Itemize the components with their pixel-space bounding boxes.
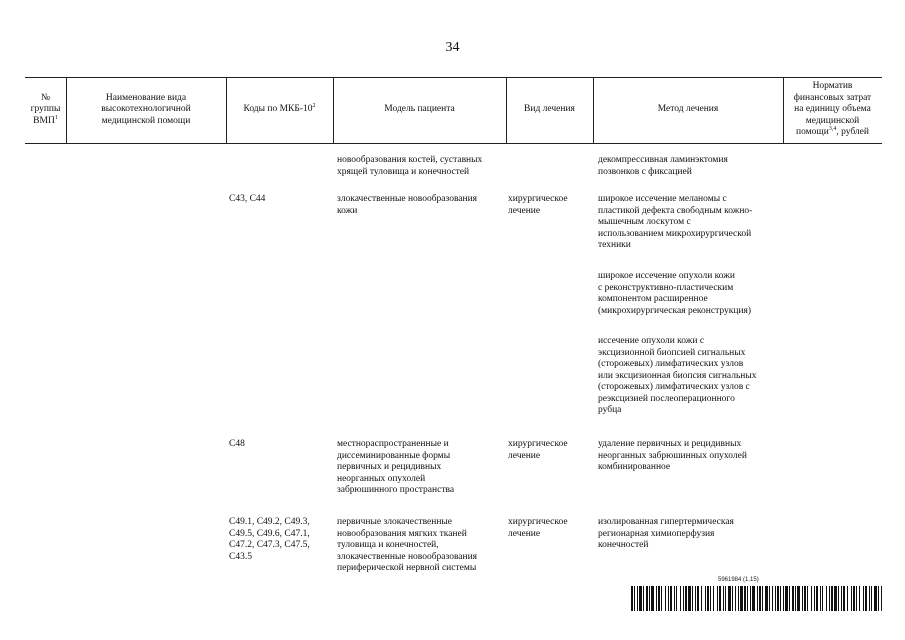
- header-treatment-method: Метод лечения: [657, 104, 719, 115]
- header-cost-norm: Норматив финансовых затрат на единицу объема медицинской помощи$^{3,4}$, рублей: [793, 81, 872, 138]
- header-treatment-type: Вид лечения: [524, 104, 575, 115]
- table-cell-icd-codes: С48: [229, 439, 245, 449]
- header-group-number: № группы ВМП$^1$: [30, 92, 61, 126]
- barcode-id: 5961984 (1.15): [718, 577, 759, 583]
- barcode-icon: [631, 586, 884, 611]
- table-cell-method: широкое иссечение опухоли кожи с реконструктивно-пластическим компонентом расширенное (микрохирургическая реконструкция): [598, 271, 752, 316]
- table-cell-treatment-type: хирургическое лечение: [508, 517, 568, 539]
- table-cell-method: широкое иссечение меланомы с пластикой дефекта свободным кожно- мышечным лоскутом с использованием микрохирургической техники: [598, 194, 753, 250]
- header-care-type: Наименование вида высокотехнологичной медицинской помощи: [101, 92, 191, 126]
- table-cell-icd-codes: С49.1, С49.2, С49.3, С49.5, С49.6, С47.1, С47.2, С47.3, С47.5, С43.5: [229, 517, 310, 562]
- table-cell-method: изолированная гипертермическая регионарная химиоперфузия конечностей: [598, 517, 734, 550]
- table-cell-treatment-type: хирургическое лечение: [508, 439, 568, 461]
- header-icd-codes: Коды по МКБ-$10^2$: [243, 103, 316, 115]
- table-cell-patient-model: злокачественные новообразования кожи: [337, 194, 478, 216]
- page-number: 34: [445, 40, 460, 55]
- table-cell-patient-model: новообразования костей, суставных хрящей туловища и конечностей: [337, 155, 483, 177]
- header-patient-model: Модель пациента: [384, 104, 455, 115]
- table-cell-patient-model: первичные злокачественные новообразования мягких тканей туловища и конечностей, злокачественные новообразования периферической нервной системы: [337, 517, 478, 573]
- header-bottom-rule: [25, 143, 882, 144]
- table-cell-method: удаление первичных и рецидивных неорганных забрюшинных опухолей комбинированное: [598, 439, 747, 472]
- table-cell-icd-codes: С43, С44: [229, 194, 266, 204]
- table-cell-method: декомпрессивная ламинэктомия позвонков с фиксацией: [598, 155, 728, 177]
- table-cell-treatment-type: хирургическое лечение: [508, 194, 568, 216]
- table-cell-method: иссечение опухоли кожи с эксцизионной биопсией сигнальных (сторожевых) лимфатических узлов или эксцизионная биопсия сигнальных (сторожевых) лимфатических узлов с реэксцизией послеоперационного рубца: [598, 336, 757, 415]
- table-cell-patient-model: местнораспространенные и диссеминированные формы первичных и рецидивных неорганных опухолей забрюшинного пространства: [337, 439, 455, 495]
